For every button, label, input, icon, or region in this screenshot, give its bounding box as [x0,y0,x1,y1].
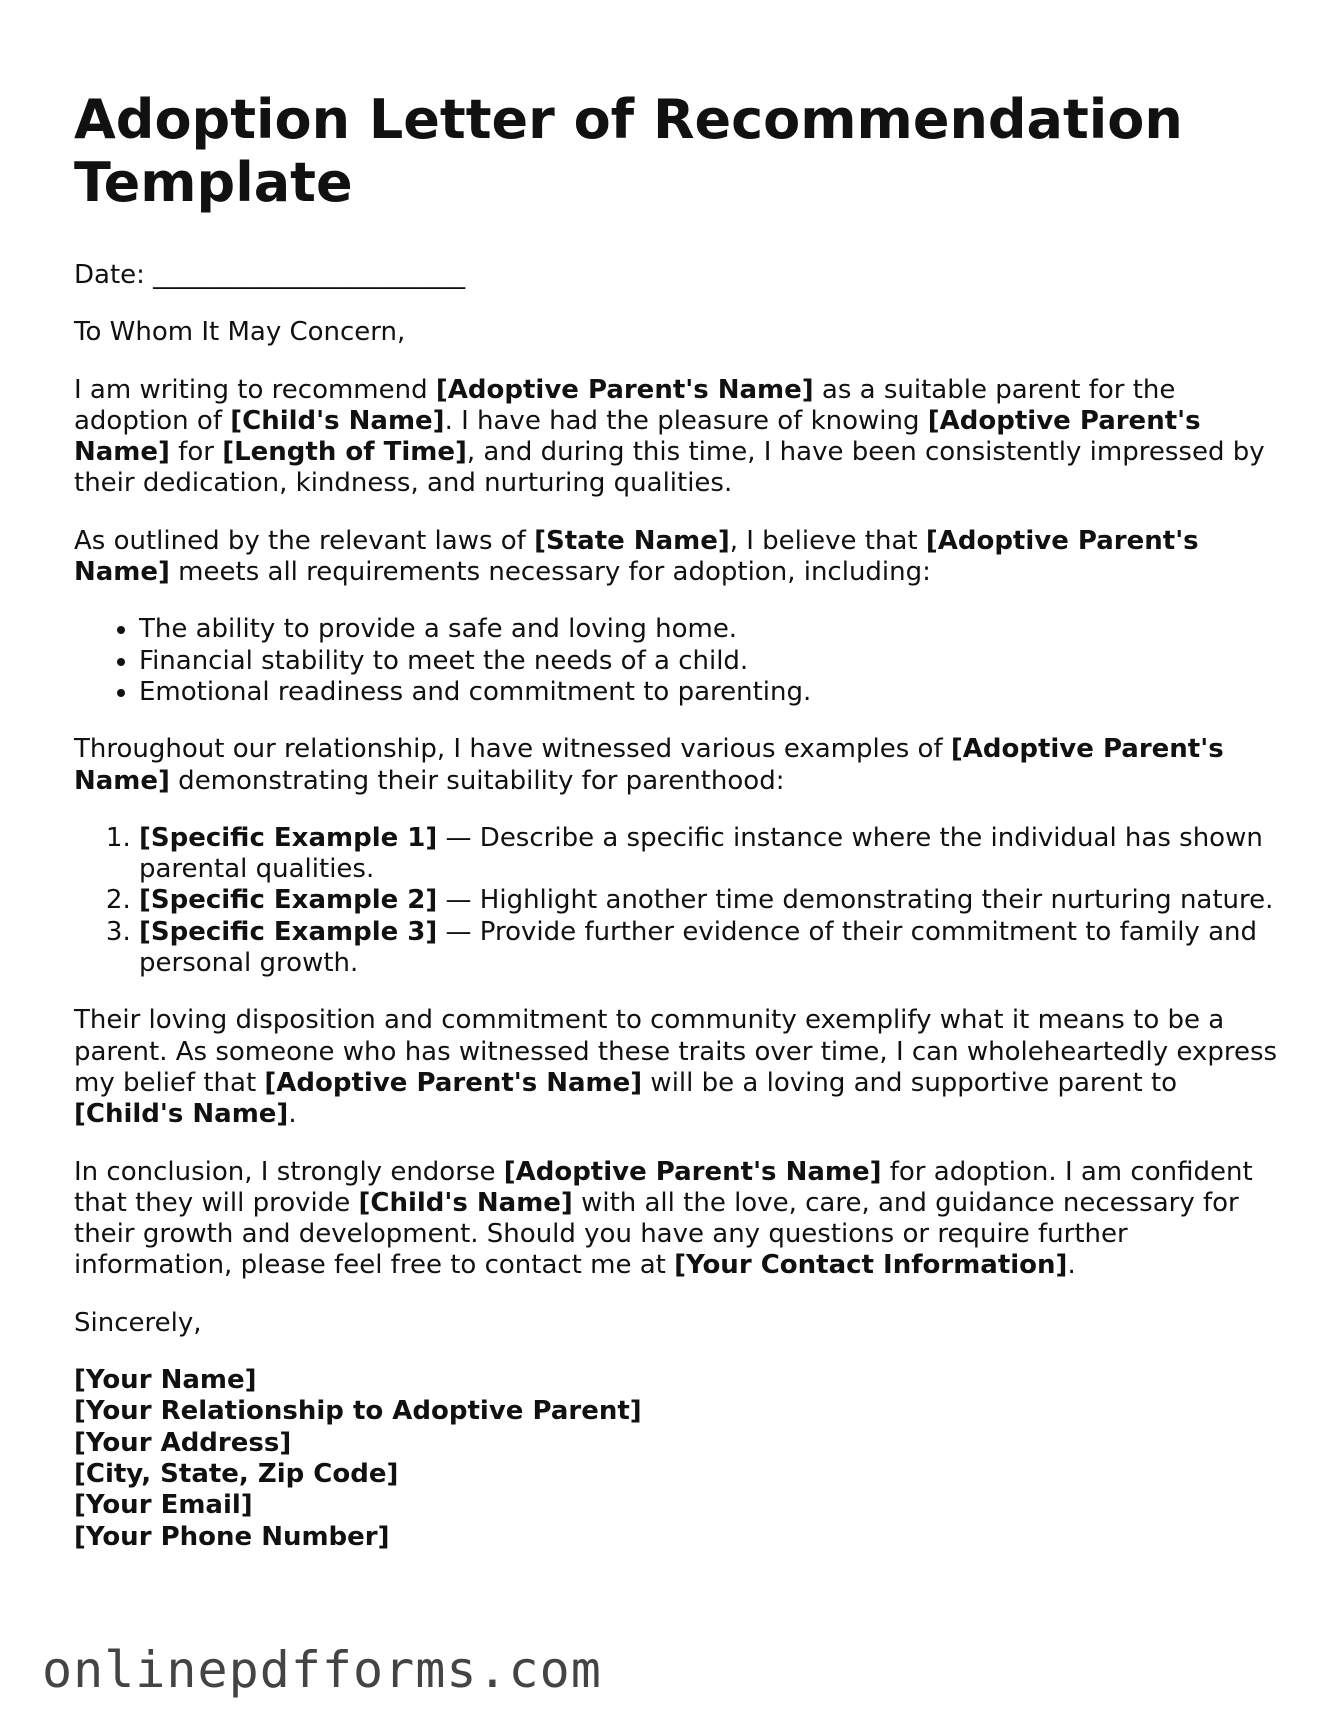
placeholder-parent-name: [Adoptive Parent's Name] [435,374,814,405]
placeholder-length-of-time: [Length of Time] [222,437,467,468]
placeholder-parent-name: [Adoptive Parent's Name] [264,1067,643,1098]
letter-page [74,88,1284,1553]
salutation: To Whom It May Concern, [74,317,406,348]
placeholder-child-name: [Child's Name] [74,1099,289,1130]
text-run: for [169,437,223,468]
signature-relationship: [Your Relationship to Adoptive Parent] [74,1396,642,1427]
placeholder-example: [Specific Example 1] [139,822,438,853]
page-title: Adoption Letter of Recommendation Template [74,88,1183,214]
list-item [139,823,1284,886]
text-run: Their loving disposition and commitment to community exemplify what it means to be a parent. As someone who has witnessed these traits over time, I can wholeheartedly express my belief that [74,1005,1278,1098]
text-run: demonstrating their suitability for parenthood: [169,765,785,796]
text-run: , and during this time, I have been consistently impressed by their dedication, kindness, and nurturing qualities. [74,437,1265,499]
signature-address: [Your Address] [74,1427,292,1458]
signature-email: [Your Email] [74,1490,253,1521]
placeholder-parent-name: [Adoptive Parent's Name] [503,1156,882,1187]
placeholder-child-name: [Child's Name] [358,1187,573,1218]
placeholder-state-name: [State Name] [534,525,730,556]
list-item: • Emotional readiness and commitment to parenting. [139,677,1284,708]
text-run: — Highlight another time demonstrating their nurturing nature. [437,885,1274,916]
list-item: • The ability to provide a safe and loving home. [139,614,1284,645]
list-item [139,885,1284,916]
paragraph-examples-intro [74,734,1284,797]
placeholder-parent-name: [Adoptive Parent's Name] [74,734,1224,796]
text-run: will be a loving and supportive parent to [642,1067,1178,1098]
date-label: Date: [74,260,145,290]
text-run: . I have had the pleasure of knowing [444,405,928,436]
signature-block [74,1365,1284,1553]
signature-name: [Your Name] [74,1365,257,1396]
watermark: onlinepdfforms.com [42,1641,602,1699]
text-run: I am writing to recommend [74,374,436,405]
date-blank: ________________________ [153,260,466,290]
placeholder-parent-name: [Adoptive Parent's Name] [74,525,1199,588]
paragraph-conclusion [74,1157,1284,1282]
closing: Sincerely, [74,1307,202,1338]
text-run: Throughout our relationship, I have witnessed various examples of [74,734,951,765]
signature-city-state-zip: [City, State, Zip Code] [74,1458,399,1489]
placeholder-example: [Specific Example 2] [139,885,438,916]
list-item: • Financial stability to meet the needs of a child. [139,646,1284,677]
paragraph-requirements-intro [74,526,1284,589]
text-run: — Describe a specific instance where the individual has shown parental qualities. [139,822,1263,885]
paragraph-intro [74,375,1284,500]
placeholder-example: [Specific Example 3] [139,916,438,947]
placeholder-parent-name: [Adoptive Parent's Name] [74,405,1201,468]
text-run: as a suitable parent for the adoption of [74,374,1176,436]
text-run: As outlined by the relevant laws of [74,525,535,556]
text-run: , I believe that [729,525,926,556]
text-run: . [1067,1250,1076,1281]
text-run: In conclusion, I strongly endorse [74,1156,504,1187]
list-item [139,917,1284,980]
date-line [74,260,1284,291]
text-run: with all the love, care, and guidance necessary for their growth and development. Should you have any questions or require further information, please feel free to contact me at [74,1187,1239,1281]
examples-list [74,823,1284,979]
text-run: . [288,1099,297,1130]
text-run: meets all requirements necessary for adoption, including: [169,557,931,588]
requirements-list [74,614,1284,708]
text-run: for adoption. I am confident that they will provide [74,1156,1253,1218]
placeholder-child-name: [Child's Name] [230,405,445,436]
placeholder-contact-information: [Your Contact Information] [674,1250,1068,1281]
signature-phone: [Your Phone Number] [74,1521,390,1552]
text-run: — Provide further evidence of their commitment to family and personal growth. [139,916,1258,979]
paragraph-disposition [74,1005,1284,1130]
